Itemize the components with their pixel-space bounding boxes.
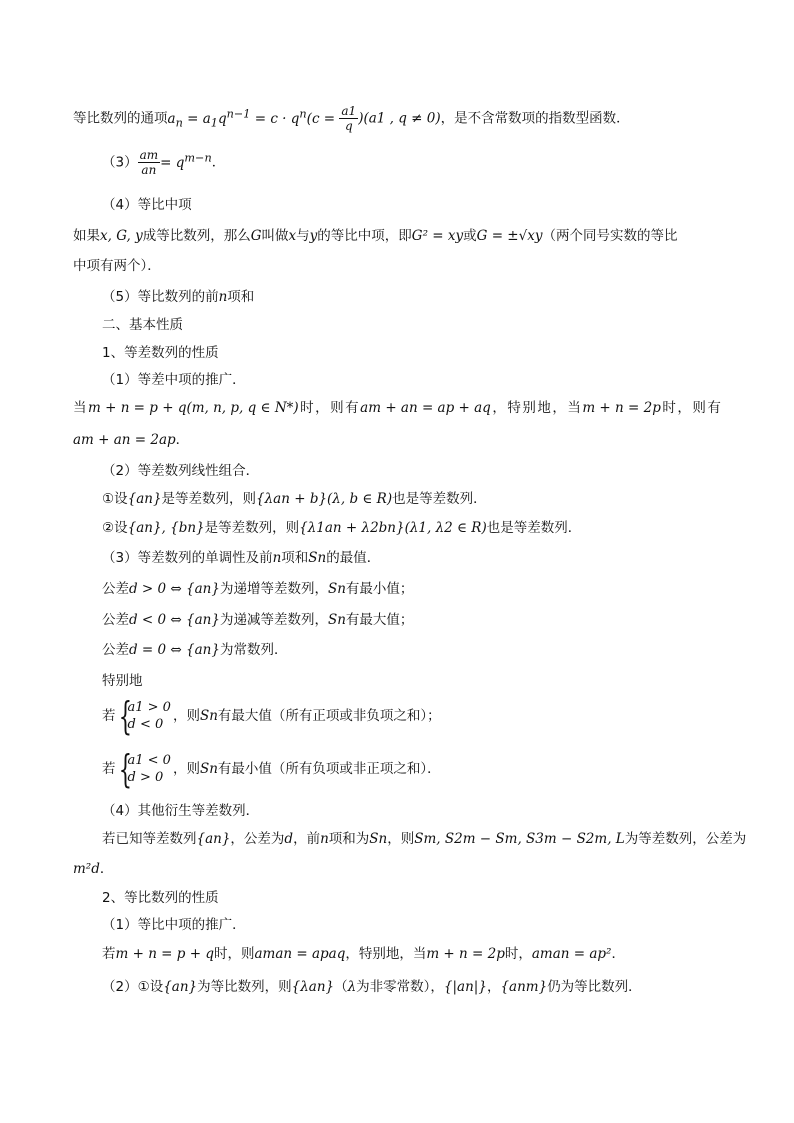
subheading-geometric-mean: （4）等比中项 <box>102 197 192 213</box>
text-line-continuation: 中项有两个）． <box>73 258 161 274</box>
text-line-equation: am + an = 2ap． <box>73 432 190 448</box>
text-line-common-difference: m²d． <box>73 861 114 877</box>
item-number: （3） <box>102 154 138 171</box>
section-heading-basic-properties: 二、基本性质 <box>102 317 183 333</box>
text-line-geometric-derived: （2）①设{an}为等比数列，则{λan}（λ为非零常数），{|an|}，{anm}仍为等比数列． <box>102 979 642 995</box>
text-line-specially: 特别地 <box>102 673 143 689</box>
text-line-derived: 若已知等差数列{an}，公差为d，前n项和为Sn，则Sm, S2m − Sm, S3m − S2m, L为等差数列，公差为 <box>102 831 747 847</box>
text-line-combination-2: ②设{an}, {bn}是等差数列，则{λ1an + λ2bn}(λ1, λ2 ∈ R)也是等差数列． <box>102 520 582 536</box>
text-line-case-max: 若 { a1 > 0 d < 0 ，则Sn有最大值（所有正项或非负项之和）； <box>102 694 441 738</box>
left-brace: { <box>118 694 132 738</box>
text-line-constant: 公差d = 0 ⇔ {an}为常数列． <box>102 642 288 658</box>
text: 等比数列的通项 <box>73 110 168 127</box>
text-line-case-min: 若 { a1 < 0 d > 0 ，则Sn有最小值（所有负项或非正项之和）． <box>102 747 441 791</box>
math: $a_n = a_1q^{n-1} = c \cdot q^n(c$ = <box>167 107 340 130</box>
subheading-linear-combination: （2）等差数列线性组合． <box>102 463 260 479</box>
text-line-arithmetic-mean-generalization: 当 m + n = p + q(m, n, p, q ∈ N*) 时 ， 则 有 am + an = ap + aq ， 特 别 地 ， 当 m + n = 2p 时 ， 则 有 <box>73 400 721 416</box>
subheading-monotonicity: （3）等差数列的单调性及前n项和Sn的最值． <box>102 550 381 566</box>
subheading-arithmetic-mean: （1）等差中项的推广． <box>102 372 246 388</box>
section-heading-arithmetic: 1、等差数列的性质 <box>102 345 219 361</box>
math: )(a1 , q ≠ 0) <box>358 110 441 127</box>
text-line-combination-1: ①设{an}是等差数列，则{λan + b}(λ, b ∈ R)也是等差数列． <box>102 491 487 507</box>
text-line-geometric-mean-def: 如果x, G, y成等比数列，那么G叫做x与y的等比中项，即G² = xy或G = ±√xy（两个同号实数的等比 <box>73 228 678 244</box>
left-brace: { <box>118 747 132 791</box>
subheading-partial-sum: （5）等比数列的前n项和 <box>102 289 255 305</box>
subheading-derived-sequences: （4）其他衍生等差数列． <box>102 803 260 819</box>
subheading-geometric-mean-generalization: （1）等比中项的推广． <box>102 917 246 933</box>
fraction: $\frac{a1}{q}$ <box>341 104 357 133</box>
text-line-ratio: （3） $\frac{am}{an}$ = $q^{m-n}$． <box>102 148 226 177</box>
text: ，是不含常数项的指数型函数． <box>440 110 630 127</box>
fraction: $\frac{am}{an}$ <box>139 148 159 177</box>
equation-system: { a1 > 0 d < 0 <box>118 694 171 738</box>
text-line-geometric-mean-generalization: 若m + n = p + q时，则aman = apaq，特别地，当m + n = 2p时，aman = ap²． <box>102 946 625 962</box>
section-heading-geometric: 2、等比数列的性质 <box>102 890 219 906</box>
text-line-decreasing: 公差d < 0 ⇔ {an}为递减等差数列，Sn有最大值； <box>102 612 414 628</box>
math: = $q^{m-n}$ <box>160 151 212 171</box>
text-line-general-term <box>73 104 630 133</box>
text-line-increasing: 公差d > 0 ⇔ {an}为递增等差数列，Sn有最小值； <box>102 581 414 597</box>
equation-system: { a1 < 0 d > 0 <box>118 747 171 791</box>
